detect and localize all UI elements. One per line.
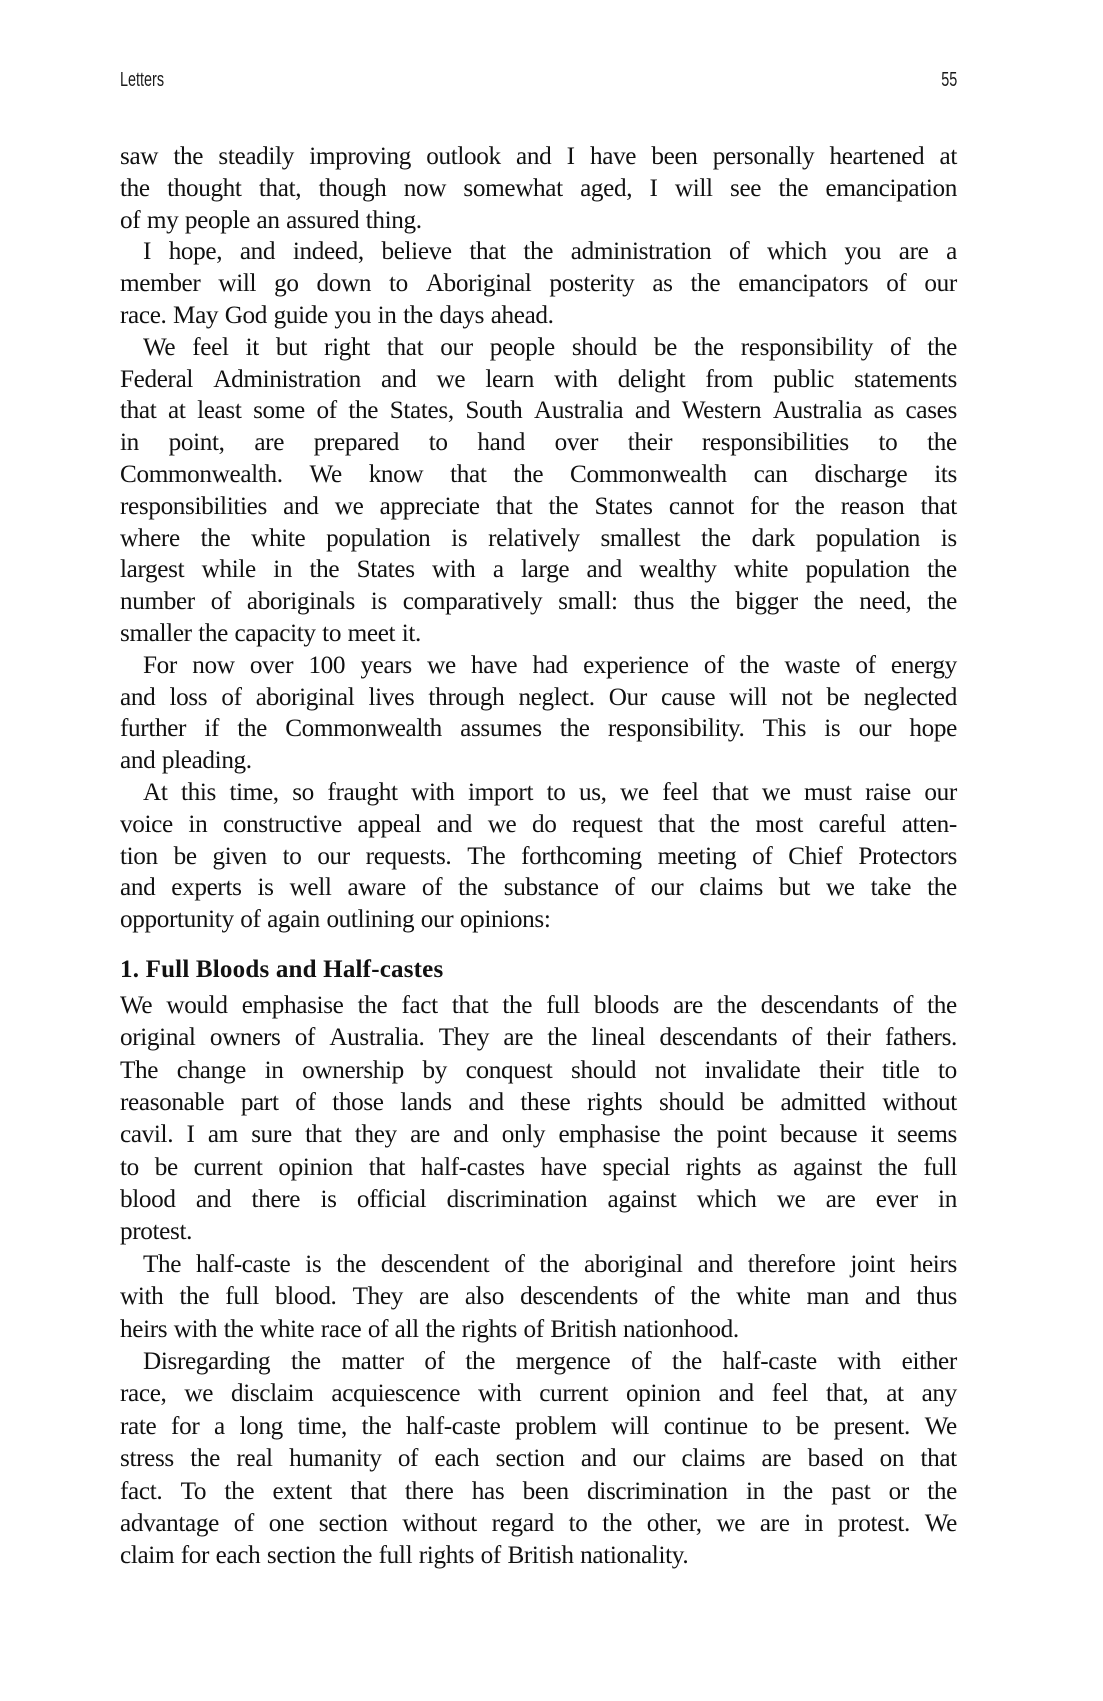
- paragraph: [120, 332, 957, 650]
- paragraph: [120, 1249, 957, 1346]
- text-line: saw the steadily improving outlook and I have been personally heartened at: [120, 143, 957, 170]
- text-line: and loss of aboriginal lives through neglect. Our cause will not be neglected: [120, 683, 957, 711]
- text-line: blood and there is official discrimination against which we are ever in: [120, 1186, 957, 1214]
- text-line: I hope, and indeed, believe that the administration of which you are a: [143, 238, 957, 266]
- text-line: cavil. I am sure that they are and only emphasise the point because it seems: [120, 1121, 957, 1149]
- text-line: member will go down to Aboriginal posterity as the emancipators of our: [120, 270, 957, 298]
- text-line: Commonwealth. We know that the Commonwealth can discharge its: [120, 460, 957, 488]
- text-line: heirs with the white race of all the rights of British nationhood.: [120, 1315, 739, 1343]
- text-line: fact. To the extent that there has been discrimination in the past or the: [120, 1477, 957, 1505]
- text-line: For now over 100 years we have had experience of the waste of energy: [143, 651, 957, 679]
- paragraphs-after-heading: [120, 990, 957, 1573]
- text-line: responsibilities and we appreciate that the States cannot for the reason that: [120, 492, 957, 520]
- text-line: advantage of one section without regard to the other, we are in protest. We: [120, 1509, 957, 1537]
- text-line: reasonable part of those lands and these rights should be admitted without: [120, 1088, 957, 1116]
- text-line: smaller the capacity to meet it.: [120, 619, 421, 647]
- text-line: to be current opinion that half-castes have special rights as against the full: [120, 1153, 957, 1181]
- text-line: race. May God guide you in the days ahead.: [120, 301, 554, 329]
- page-number: 55: [940, 69, 957, 91]
- text-line: the thought that, though now somewhat aged, I will see the emancipation: [120, 174, 957, 202]
- text-line: race, we disclaim acquiescence with current opinion and feel that, at any: [120, 1380, 957, 1408]
- text-line: The half-caste is the descendent of the aboriginal and therefore joint heirs: [143, 1250, 957, 1278]
- text-line: The change in ownership by conquest should not invalidate their title to: [120, 1056, 957, 1084]
- paragraph: [120, 236, 957, 331]
- paragraphs-before-heading: [120, 141, 957, 936]
- text-line: that at least some of the States, South Australia and Western Australia as cases: [120, 397, 957, 425]
- text-line: number of aboriginals is comparatively small: thus the bigger the need, the: [120, 588, 957, 616]
- paragraph: [120, 141, 957, 236]
- paragraph: [120, 650, 957, 777]
- text-line: where the white population is relatively smallest the dark population is: [120, 524, 957, 552]
- section-heading: 1. Full Bloods and Half-castes: [120, 955, 444, 983]
- paragraph: [120, 1346, 957, 1573]
- paragraph: [120, 990, 957, 1249]
- text-line: claim for each section the full rights of British nationality.: [120, 1542, 689, 1570]
- text-line: further if the Commonwealth assumes the responsibility. This is our hope: [120, 715, 957, 743]
- text-line: We would emphasise the fact that the full bloods are the descendants of the: [120, 991, 957, 1019]
- text-line: of my people an assured thing.: [120, 206, 422, 234]
- text-line: At this time, so fraught with import to us, we feel that we must raise our: [143, 778, 957, 806]
- paragraph: [120, 777, 957, 936]
- text-line: original owners of Australia. They are the lineal descendants of their fathers.: [120, 1024, 957, 1052]
- text-line: We feel it but right that our people should be the responsibility of the: [143, 333, 957, 361]
- text-line: in point, are prepared to hand over their responsibilities to the: [120, 429, 957, 457]
- text-line: Federal Administration and we learn with delight from public statements: [120, 365, 957, 393]
- text-line: largest while in the States with a large and wealthy white population the: [120, 556, 957, 584]
- body-text: [120, 141, 957, 1573]
- running-head: [120, 66, 957, 94]
- text-line: and experts is well aware of the substance of our claims but we take the: [120, 874, 957, 902]
- text-line: rate for a long time, the half-caste problem will continue to be present. We: [120, 1412, 957, 1440]
- text-line: voice in constructive appeal and we do request that the most careful atten-: [120, 810, 957, 838]
- text-line: with the full blood. They are also descendents of the white man and thus: [120, 1283, 957, 1311]
- text-line: and pleading.: [120, 747, 252, 775]
- running-head-title: Letters: [120, 69, 165, 91]
- text-line: tion be given to our requests. The forthcoming meeting of Chief Protectors: [120, 842, 957, 870]
- text-line: opportunity of again outlining our opinions:: [120, 906, 551, 934]
- text-line: protest.: [120, 1218, 193, 1246]
- text-line: Disregarding the matter of the mergence of the half-caste with either: [143, 1348, 957, 1376]
- text-line: stress the real humanity of each section and our claims are based on that: [120, 1445, 957, 1473]
